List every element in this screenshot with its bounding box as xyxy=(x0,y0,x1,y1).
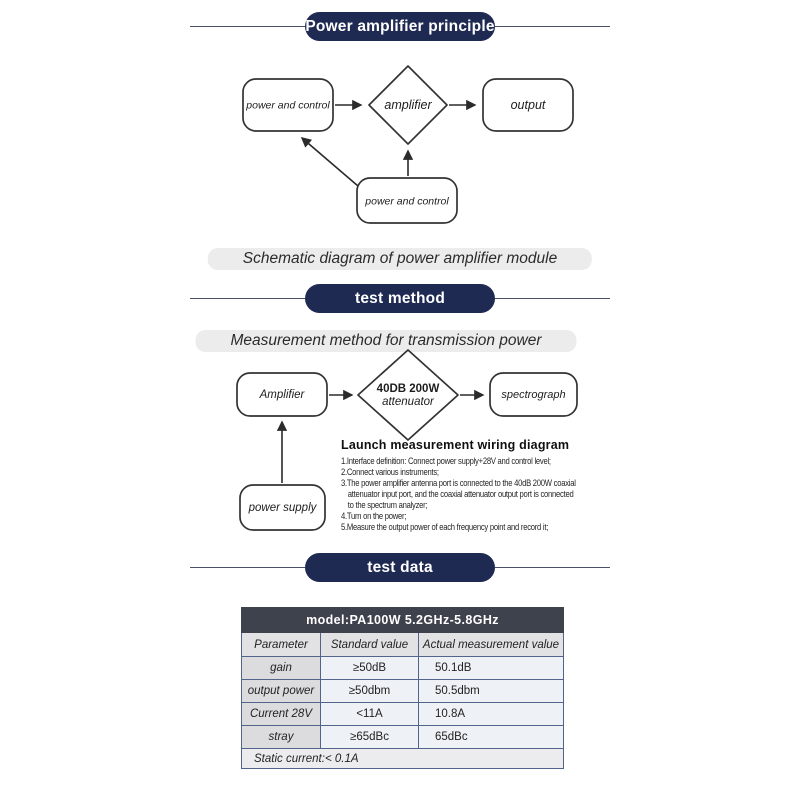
wiring-title: Launch measurement wiring diagram xyxy=(341,438,570,452)
section-header-principle xyxy=(190,12,610,41)
table-column-header-row xyxy=(242,633,564,657)
cell-actual: 50.1dB xyxy=(419,657,564,680)
principle-caption: Schematic diagram of power amplifier module xyxy=(208,248,592,270)
table-model-header: model:PA100W 5.2GHz-5.8GHz xyxy=(242,608,564,633)
flow-box-output-label: output xyxy=(510,98,546,112)
section-title-test-data: test data xyxy=(305,553,495,582)
column-header-actual: Actual measurement value xyxy=(419,633,564,657)
column-header-standard: Standard value xyxy=(321,633,419,657)
section-header-test-data xyxy=(190,553,610,582)
section-header-test-method xyxy=(190,284,610,313)
principle-flow-diagram xyxy=(240,60,580,230)
table-row xyxy=(242,680,564,703)
cell-standard: ≥65dBc xyxy=(321,726,419,749)
wiring-steps xyxy=(341,456,581,533)
cell-parameter: stray xyxy=(242,726,321,749)
cell-actual: 50.5dbm xyxy=(419,680,564,703)
wiring-step: 5.Measure the output power of each frequency point and record it; xyxy=(341,522,549,532)
cell-actual: 65dBc xyxy=(419,726,564,749)
wiring-step: 4.Turn on the power; xyxy=(341,511,407,521)
flow-box-spectrograph-label: spectrograph xyxy=(501,389,566,401)
wiring-step: 3.The power amplifier antenna port is connected to the 40dB 200W coaxial attenuator input port, and the coaxial attenuator output port is connected to the spectrum analyzer; xyxy=(341,478,576,510)
column-header-parameter: Parameter xyxy=(242,633,321,657)
header-line-right xyxy=(495,567,610,568)
header-line-right xyxy=(495,298,610,299)
cell-actual: 10.8A xyxy=(419,703,564,726)
cell-standard: ≥50dbm xyxy=(321,680,419,703)
flow-box-power-control-top-label: power and control xyxy=(246,99,330,112)
wiring-step: 2.Connect various instruments; xyxy=(341,467,439,477)
cell-standard: ≥50dB xyxy=(321,657,419,680)
table-row xyxy=(242,703,564,726)
header-line-left xyxy=(190,26,305,27)
cell-parameter: gain xyxy=(242,657,321,680)
flow-diamond-attenuator-line1: 40DB 200W xyxy=(376,383,440,395)
cell-parameter: output power xyxy=(242,680,321,703)
section-title-test-method: test method xyxy=(305,284,495,313)
flow-box-power-supply-label: power supply xyxy=(248,502,317,514)
wiring-step: 1.Interface definition: Connect power supply+28V and control level; xyxy=(341,456,551,466)
header-line-left xyxy=(190,298,305,299)
header-line-right xyxy=(495,26,610,27)
arrow-control-to-power xyxy=(302,138,358,186)
wiring-instructions xyxy=(341,438,623,533)
header-line-left xyxy=(190,567,305,568)
flow-box-amplifier-label: Amplifier xyxy=(259,389,305,401)
test-data-table-container xyxy=(241,607,563,769)
table-row xyxy=(242,657,564,680)
flow-diamond-amplifier-label: amplifier xyxy=(384,98,432,112)
table-footer-note: Static current:< 0.1A xyxy=(242,749,564,769)
section-title-principle: Power amplifier principle xyxy=(305,12,495,41)
table-row xyxy=(242,726,564,749)
cell-standard: <11A xyxy=(321,703,419,726)
flow-diamond-attenuator-line2: attenuator xyxy=(382,396,434,408)
flow-diamond-attenuator xyxy=(358,350,458,440)
cell-parameter: Current 28V xyxy=(242,703,321,726)
test-data-table xyxy=(241,607,564,769)
table-model-row xyxy=(242,608,564,633)
test-method-caption: Measurement method for transmission power xyxy=(196,330,577,352)
flow-box-power-control-bottom-label: power and control xyxy=(365,195,449,208)
table-footer-row xyxy=(242,749,564,769)
